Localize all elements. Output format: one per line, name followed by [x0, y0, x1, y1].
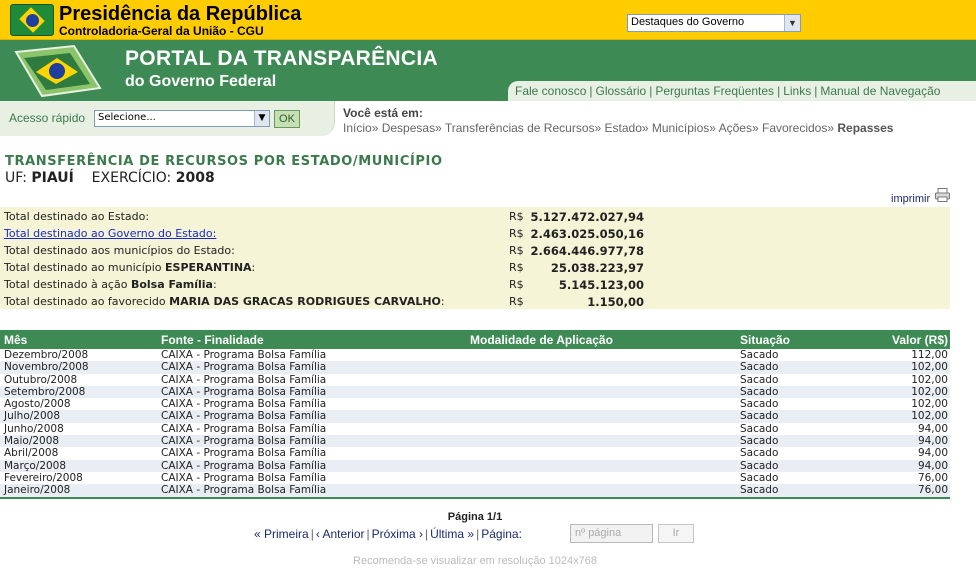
resolution-note: Recomenda-se visualizar em resolução 1024x768 — [353, 555, 597, 567]
breadcrumb-item[interactable]: Ações — [718, 121, 752, 135]
table-row — [0, 435, 950, 447]
cell-mes: Maio/2008 — [4, 435, 60, 448]
cell-situacao: Sacado — [740, 459, 779, 472]
nav-link-manual[interactable]: Manual de Navegação — [820, 84, 941, 98]
currency-symbol: R$ — [509, 261, 524, 274]
quick-access-panel — [0, 101, 335, 136]
column-header-modalidade: Modalidade de Aplicação — [470, 333, 613, 347]
cell-valor: 76,00 — [917, 471, 948, 484]
total-value: 2.664.446.977,78 — [530, 244, 644, 258]
nav-link-links[interactable]: Links — [783, 84, 812, 98]
table-bottom-rule — [0, 497, 950, 499]
cell-valor: 94,00 — [917, 447, 948, 460]
cell-mes: Dezembro/2008 — [4, 349, 89, 361]
destaques-select-value: Destaques do Governo — [631, 16, 745, 28]
cell-fonte: CAIXA - Programa Bolsa Família — [161, 484, 327, 497]
cell-fonte: CAIXA - Programa Bolsa Família — [161, 385, 327, 398]
portal-logo-icon — [12, 44, 104, 98]
total-value: 25.038.223,97 — [550, 261, 644, 275]
breadcrumb-item[interactable]: Despesas — [381, 121, 436, 135]
column-header-situacao: Situação — [740, 333, 791, 347]
cell-situacao: Sacado — [740, 435, 779, 448]
presidency-title: Presidência da República — [59, 3, 302, 25]
cell-situacao: Sacado — [740, 410, 779, 423]
quick-access-select-value: Selecione... — [98, 112, 156, 123]
page-number-input[interactable]: nº página — [570, 524, 653, 543]
nav-link-perguntas[interactable]: Perguntas Freqüentes — [655, 84, 775, 98]
portal-title: PORTAL DA TRANSPARÊNCIA — [125, 47, 438, 70]
pager-first-link[interactable]: « Primeira — [254, 527, 309, 541]
repasses-table — [0, 330, 950, 499]
cell-mes: Janeiro/2008 — [4, 484, 71, 497]
total-label: Total destinado aos municípios do Estado: — [4, 244, 235, 257]
portal-subtitle: do Governo Federal — [125, 73, 277, 90]
column-header-fonte: Fonte - Finalidade — [161, 333, 264, 347]
total-value: 5.127.472.027,94 — [530, 210, 644, 224]
breadcrumb-item[interactable]: Estado — [604, 121, 642, 135]
cell-situacao: Sacado — [740, 385, 779, 398]
table-body — [0, 349, 950, 497]
page-title: TRANSFERÊNCIA DE RECURSOS POR ESTADO/MUNICÍPIO — [5, 154, 443, 169]
cell-valor: 102,00 — [911, 410, 948, 423]
table-row — [0, 386, 950, 398]
governo-estado-link[interactable]: Total destinado ao Governo do Estado: — [4, 227, 217, 240]
currency-symbol: R$ — [509, 278, 524, 291]
table-row — [0, 460, 950, 472]
total-label: Total destinado ao favorecido MARIA DAS GRACAS RODRIGUES CARVALHO: — [4, 295, 445, 308]
cell-situacao: Sacado — [740, 484, 779, 497]
destaques-select[interactable] — [627, 14, 801, 32]
cell-valor: 102,00 — [911, 373, 948, 386]
total-value: 1.150,00 — [587, 295, 644, 309]
total-label — [4, 227, 216, 240]
table-row — [0, 410, 950, 422]
quick-access-label: Acesso rápido — [9, 111, 86, 125]
breadcrumb: Início» Despesas» Transferências de Recursos» Estado» Municípios» Ações» Favorecidos» Repasses — [343, 121, 894, 135]
cell-valor: 102,00 — [911, 398, 948, 411]
column-header-valor: Valor (R$) — [891, 333, 948, 347]
cell-mes: Abril/2008 — [4, 447, 59, 460]
table-row — [0, 374, 950, 386]
cell-mes: Março/2008 — [4, 459, 67, 472]
cell-fonte: CAIXA - Programa Bolsa Família — [161, 471, 327, 484]
cell-mes: Setembro/2008 — [4, 385, 86, 398]
cell-fonte: CAIXA - Programa Bolsa Família — [161, 361, 327, 374]
table-row — [0, 361, 950, 373]
breadcrumb-current: Repasses — [837, 121, 894, 135]
cgu-subtitle: Controladoria-Geral da União - CGU — [59, 24, 264, 38]
cell-situacao: Sacado — [740, 349, 779, 361]
top-nav-links: Fale conosco | Glossário | Perguntas Freqüentes | Links | Manual de Navegação — [508, 81, 976, 101]
page-input-label: Página: — [481, 527, 522, 541]
cell-fonte: CAIXA - Programa Bolsa Família — [161, 459, 327, 472]
cell-fonte: CAIXA - Programa Bolsa Família — [161, 410, 327, 423]
pager-prev-link[interactable]: ‹ Anterior — [315, 527, 365, 541]
brazil-flag-icon — [10, 4, 54, 36]
cell-mes: Novembro/2008 — [4, 361, 89, 374]
cell-mes: Junho/2008 — [4, 422, 64, 435]
pager-last-link[interactable]: Última » — [430, 527, 475, 541]
nav-link-glossario[interactable]: Glossário — [595, 84, 647, 98]
cell-fonte: CAIXA - Programa Bolsa Família — [161, 435, 327, 448]
cell-situacao: Sacado — [740, 422, 779, 435]
go-button[interactable]: Ir — [658, 524, 694, 543]
exercicio-value: 2008 — [175, 170, 215, 186]
cell-fonte: CAIXA - Programa Bolsa Família — [161, 422, 327, 435]
cell-fonte: CAIXA - Programa Bolsa Família — [161, 349, 327, 361]
total-label: Total destinado ao município ESPERANTINA: — [4, 261, 256, 274]
total-value: 5.145.123,00 — [558, 278, 644, 292]
cell-fonte: CAIXA - Programa Bolsa Família — [161, 373, 327, 386]
currency-symbol: R$ — [509, 210, 524, 223]
cell-mes: Agosto/2008 — [4, 398, 71, 411]
cell-valor: 102,00 — [911, 385, 948, 398]
breadcrumb-item[interactable]: Transferências de Recursos — [444, 121, 595, 135]
breadcrumb-item[interactable]: Favorecidos — [761, 121, 828, 135]
uf-label: UF: — [5, 170, 27, 186]
totals-box — [0, 207, 950, 309]
column-header-mes: Mês — [4, 333, 28, 347]
cell-situacao: Sacado — [740, 471, 779, 484]
table-row — [0, 398, 950, 410]
cell-situacao: Sacado — [740, 373, 779, 386]
uf-exercicio-line — [5, 170, 215, 186]
chevron-down-icon[interactable]: ▼ — [784, 15, 800, 31]
nav-link-fale-conosco[interactable]: Fale conosco — [515, 84, 587, 98]
cell-valor: 94,00 — [917, 422, 948, 435]
total-label: Total destinado à ação Bolsa Família: — [4, 278, 217, 291]
table-header — [0, 330, 950, 349]
cell-mes: Outubro/2008 — [4, 373, 78, 386]
cell-valor: 112,00 — [911, 349, 948, 361]
table-row — [0, 484, 950, 496]
cell-situacao: Sacado — [740, 447, 779, 460]
currency-symbol: R$ — [509, 227, 524, 240]
quick-access-select[interactable] — [94, 110, 270, 127]
pager-next-link[interactable]: Próxima › — [371, 527, 423, 541]
uf-value: PIAUÍ — [31, 170, 74, 186]
cell-valor: 94,00 — [917, 435, 948, 448]
pagination: « Primeira | ‹ Anterior | Próxima › | Última » | Página: — [254, 527, 522, 541]
table-row — [0, 472, 950, 484]
cell-valor: 94,00 — [917, 459, 948, 472]
table-row — [0, 349, 950, 361]
top-bar — [0, 0, 976, 40]
breadcrumb-item[interactable]: Municípios — [651, 121, 710, 135]
chevron-down-icon[interactable]: ▼ — [254, 111, 269, 126]
page-indicator: Página 1/1 — [447, 511, 503, 523]
exercicio-label: EXERCÍCIO: — [91, 170, 172, 186]
printer-icon[interactable] — [935, 188, 950, 202]
total-label: Total destinado ao Estado: — [4, 210, 150, 223]
currency-symbol: R$ — [509, 295, 524, 308]
breadcrumb-item[interactable]: Início — [343, 121, 372, 135]
cell-situacao: Sacado — [740, 398, 779, 411]
cell-fonte: CAIXA - Programa Bolsa Família — [161, 447, 327, 460]
cell-valor: 76,00 — [917, 484, 948, 497]
table-row — [0, 423, 950, 435]
currency-symbol: R$ — [509, 244, 524, 257]
table-row — [0, 447, 950, 459]
cell-fonte: CAIXA - Programa Bolsa Família — [161, 398, 327, 411]
cell-situacao: Sacado — [740, 361, 779, 374]
cell-mes: Fevereiro/2008 — [4, 471, 83, 484]
print-link[interactable]: imprimir — [891, 193, 931, 205]
cell-mes: Julho/2008 — [4, 410, 61, 423]
total-value: 2.463.025.050,16 — [530, 227, 644, 241]
quick-access-ok-button[interactable]: OK — [274, 110, 300, 128]
breadcrumb-label: Você está em: — [343, 106, 423, 120]
cell-valor: 102,00 — [911, 361, 948, 374]
